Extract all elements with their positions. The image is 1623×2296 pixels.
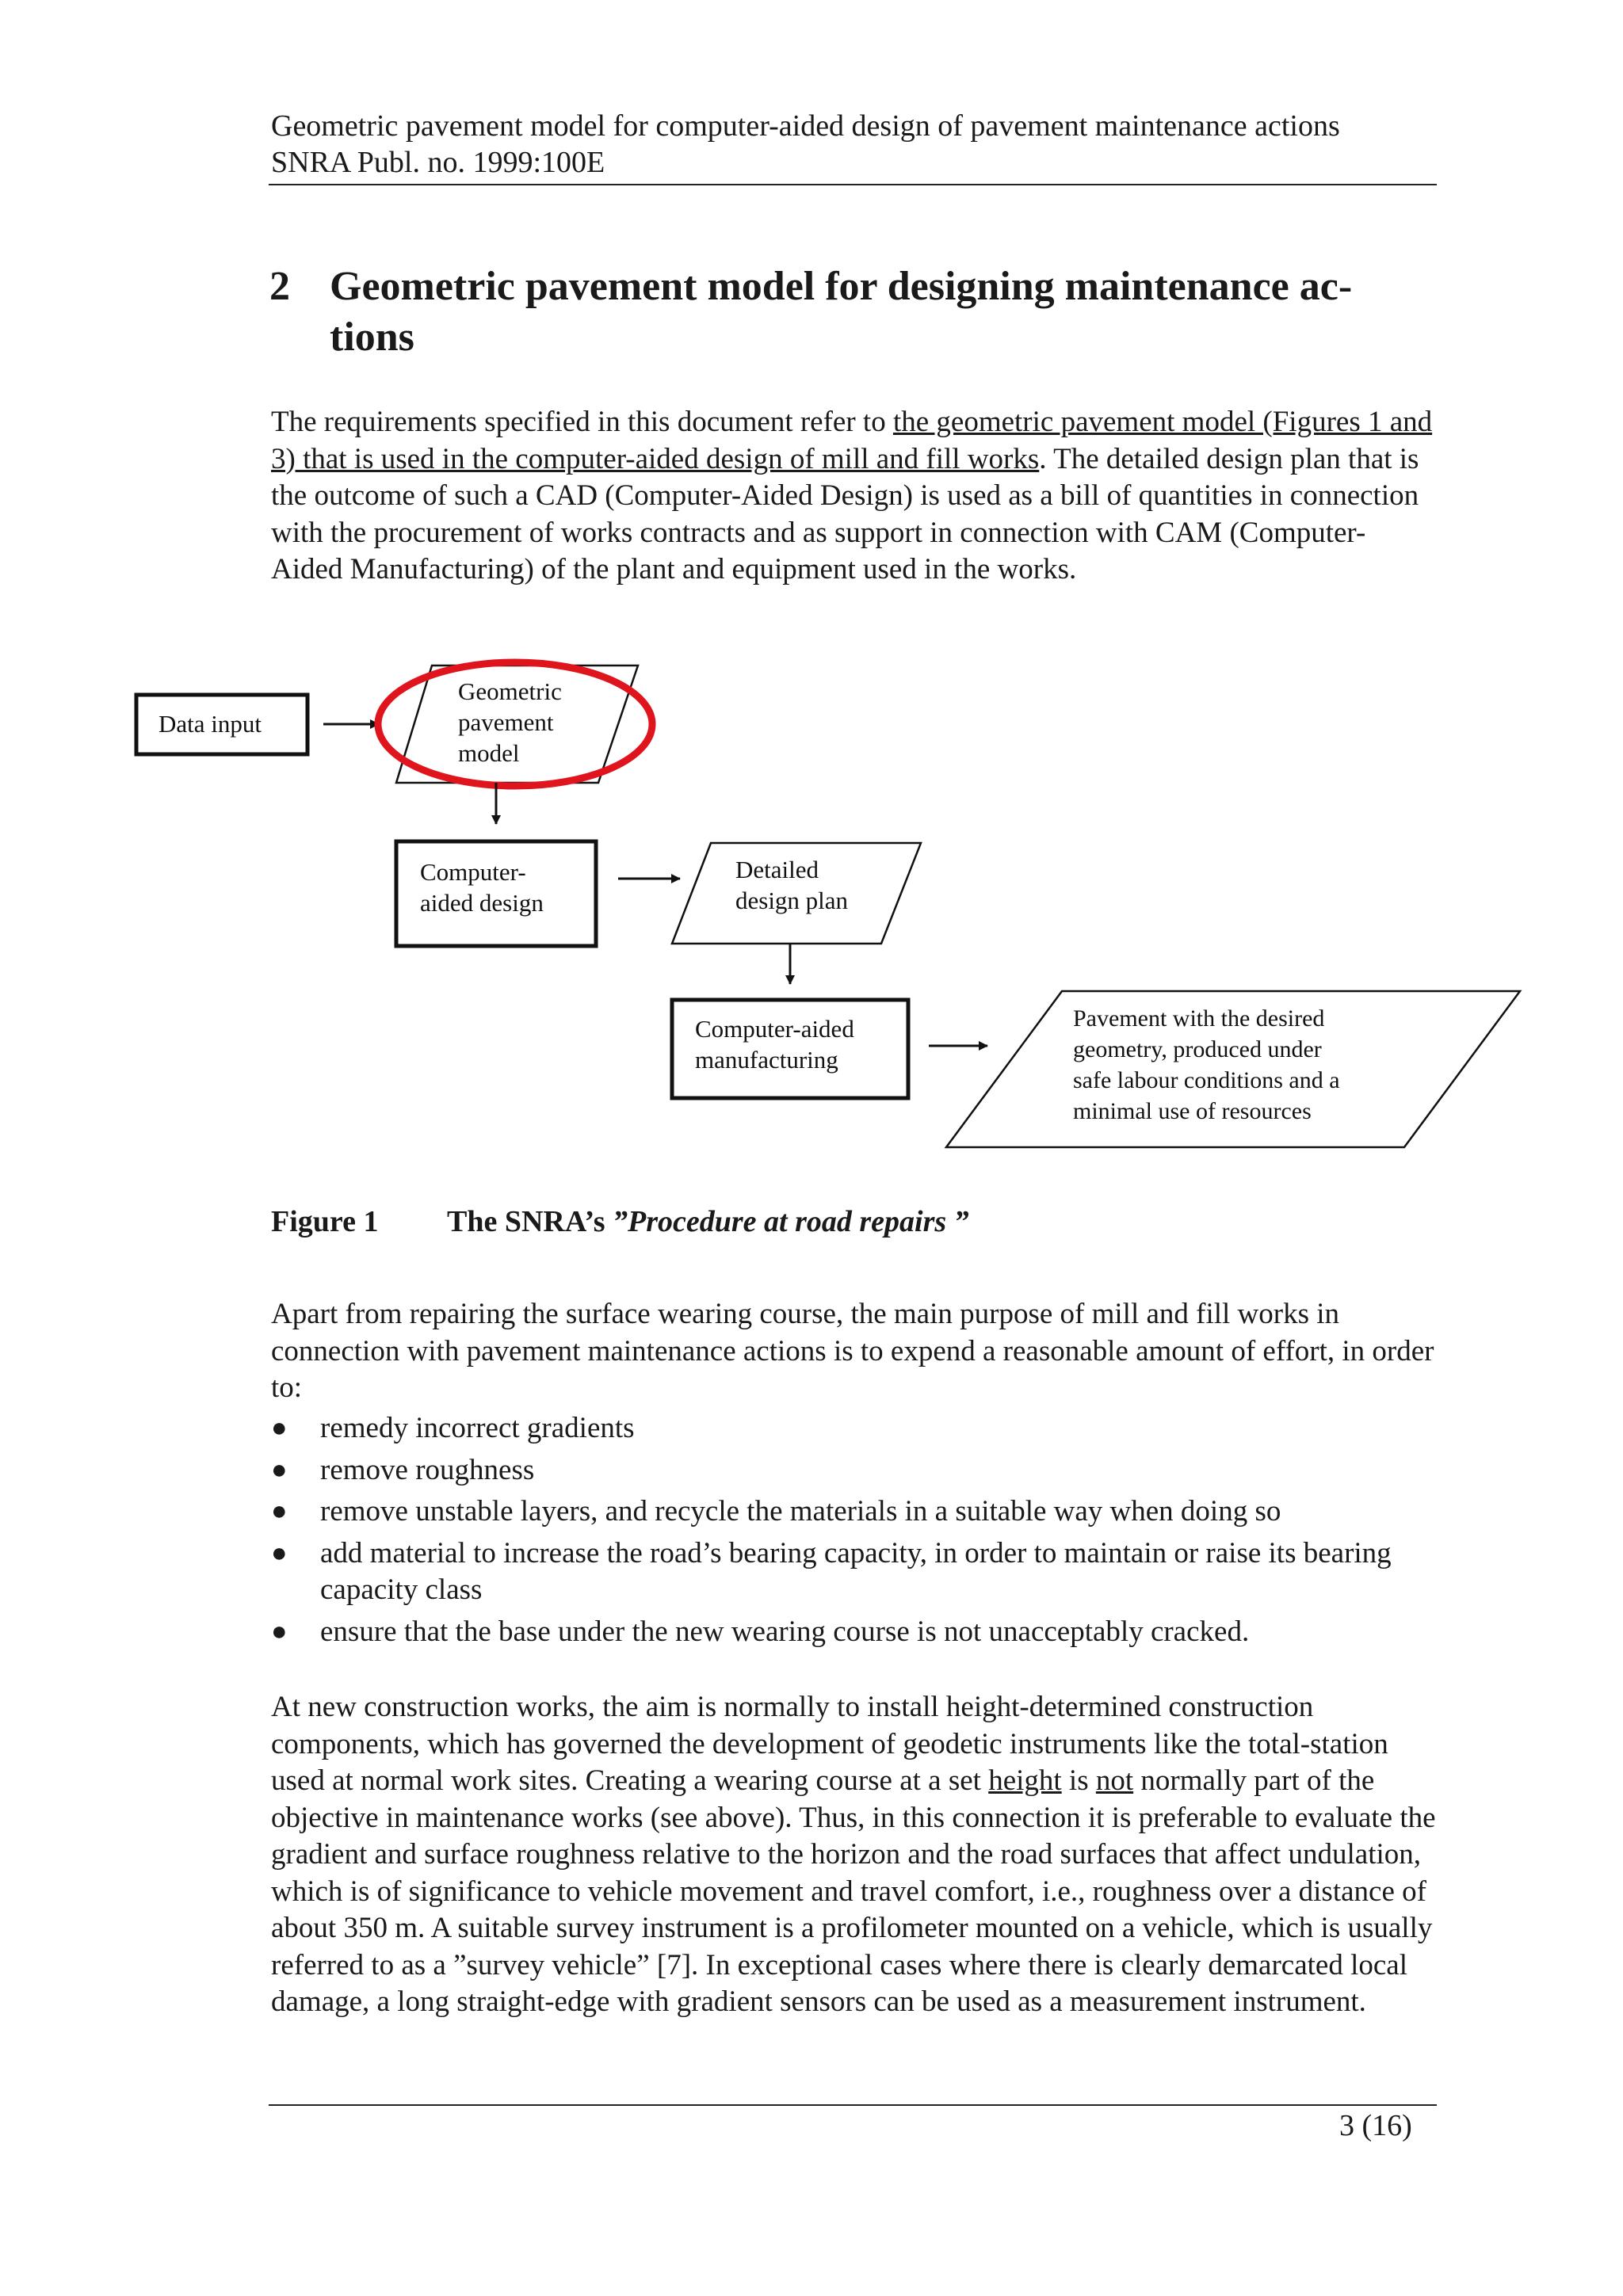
list-item-text: remedy incorrect gradients [320,1412,635,1444]
construction-text-mid: is [1061,1764,1096,1797]
list-item-text: remove unstable layers, and recycle the materials in a suitable way when doing so [320,1495,1281,1527]
list-item [271,1493,1436,1531]
list-item [271,1535,1436,1609]
cad-label: Computer- aided design [420,858,544,917]
header-publication: SNRA Publ. no. 1999:100E [271,146,605,179]
page-number: 3 (16) [1339,2109,1412,2142]
list-item-text: remove roughness [320,1453,535,1486]
running-header [271,108,1340,181]
list-item-text: ensure that the base under the new wearing course is not unacceptably cracked. [320,1615,1250,1648]
construction-text-1: At new construction works, the aim is normally to install height-determined construction components, which has governed the development of geodetic instruments like the total-station used at normal work sites. Creating a wearing course at a set [271,1691,1388,1797]
purpose-list [271,1410,1436,1655]
section-title-line2: tions [330,315,414,360]
purpose-paragraph: Apart from repairing the surface wearing course, the main purpose of mill and fill works in connection with pavement maintenance actions is to expend a reasonable amount of effort, in order to: [271,1298,1434,1404]
construction-text-2: normally part of the objective in maintenance works (see above). Thus, in this connection it is preferable to evaluate the gradient and surface roughness relative to the horizon and the road surfaces that affect undulation, which is of significance to vehicle movement and travel comfort, i.e., roughness over a distance of about 350 m. A suitable survey instrument is a profilometer mounted on a vehicle, which is usually referred to as a ”survey vehicle” [7]. In exceptional cases where there is clearly demarcated local damage, a long straight-edge with gradient sensors can be used as a measurement instrument. [271,1764,1436,2018]
intro-paragraph [271,404,1436,589]
bullet-icon: ● [271,1497,288,1526]
intro-text-2: . The detailed design plan that is the outcome of such a CAD (Computer-Aided Design) is used as a bill of quantities in connection with the procurement of works contracts and as support in connection with CAM (Computer-Aided Manufacturing) of the plant and equipment used in the works. [271,442,1419,585]
section-heading [269,261,1442,364]
cam-label: Computer-aided manufacturing [695,1015,854,1074]
bullet-icon: ● [271,1538,288,1568]
figure-title-prefix: The SNRA’s [447,1205,613,1238]
figure-caption [271,1203,1381,1242]
bullet-icon: ● [271,1413,288,1443]
footer-rule [269,2104,1437,2106]
bullet-icon: ● [271,1616,288,1646]
intro-text-1: The requirements specified in this document refer to [271,406,893,438]
figure-title [447,1203,969,1241]
list-item [271,1452,1436,1489]
figure-title-italic: ”Procedure at road repairs ” [613,1205,969,1238]
construction-paragraph [271,1689,1436,2021]
list-item-text: add material to increase the road’s bearing capacity, in order to maintain or raise its bearing capacity class [320,1536,1392,1606]
design-plan-label: Detailed design plan [735,856,849,914]
list-item [271,1410,1436,1447]
list-item [271,1614,1436,1651]
bullet-icon: ● [271,1455,288,1485]
underlined-not: not [1095,1764,1134,1797]
header-rule [269,184,1437,185]
geometric-model-label: Geometric pavement model [458,677,562,767]
header-title: Geometric pavement model for computer-aided design of pavement maintenance actions [271,109,1340,143]
procedure-flowchart [0,634,1623,1173]
result-label: Pavement with the desired geometry, produced under safe labour conditions and a minimal use of resources [1073,1005,1340,1124]
intro-underlined-text: the geometric pavement model (Figures 1 and 3) that is used in the computer-aided design of mill and fill works [271,406,1433,475]
underlined-height: height [988,1764,1062,1797]
section-title-line1: Geometric pavement model for designing maintenance ac- [330,264,1353,309]
figure-label: Figure 1 [271,1205,379,1238]
section-title [330,261,1455,363]
data-input-label: Data input [158,710,262,738]
section-number: 2 [269,264,290,309]
